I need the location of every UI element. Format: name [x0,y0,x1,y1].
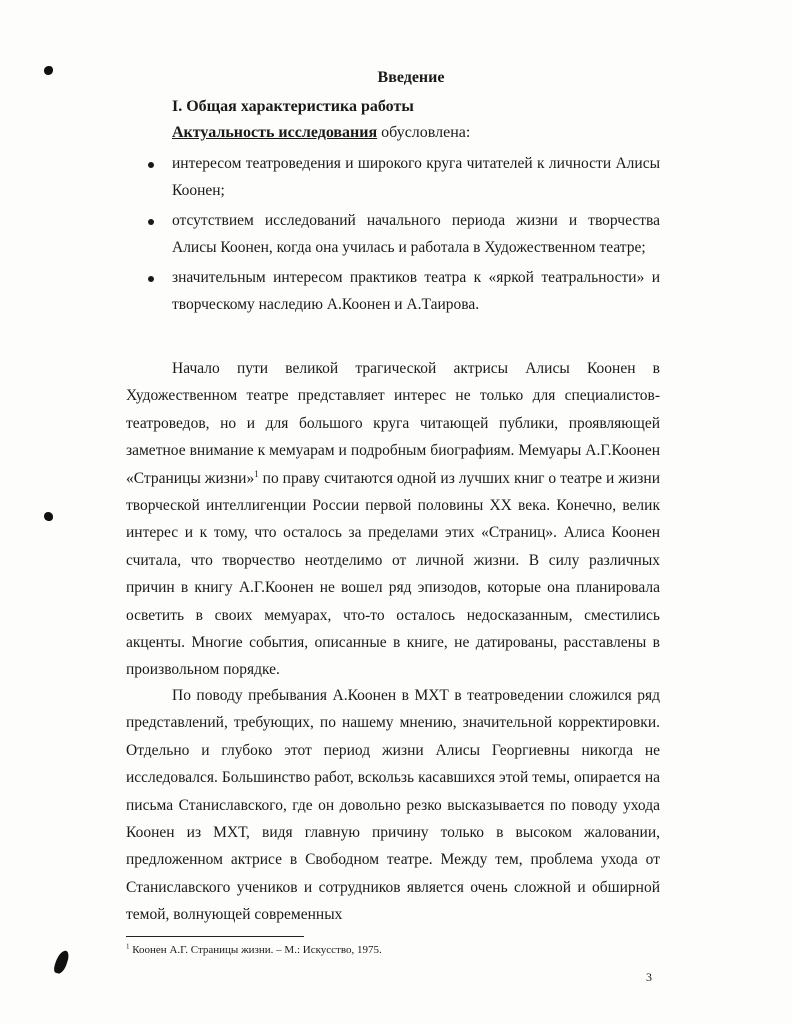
footnote-number: 1 [126,942,130,951]
paragraph-text: По поводу пребывания А.Коонен в МХТ в театроведении сложился ряд представлений, требующих, по нашему мнению, значительной корректировки. Отдельно и глубоко этот период жизни Алисы Георгиевны никогда не исследовался. Большинство работ, вскользь касавшихся этой темы, опирается на письма Станиславского, где он довольно резко высказывается по поводу ухода Коонен из МХТ, видя главную причину только в высоком жаловании, предложенном актрисе в Свободном театре. Между тем, проблема ухода от Станиславского учеников и сотрудников является очень сложной и обширной темой, волнующей современных [126,687,660,924]
footnote [126,943,382,957]
bullet-icon [148,219,154,225]
paragraph-text: Начало пути великой трагической актрисы Алисы Коонен в Художественном театре представляет интерес не только для специалистов-театроведов, но и для большого круга читающей публики, проявляющей заметное внимание к мемуарам и подробным биографиям. Мемуары А.Г.Коонен «Страницы жизни» [126,360,660,487]
relevance-rest: обусловлена: [377,124,471,141]
footnote-divider [126,936,304,937]
bullet-text: значительным интересом практиков театра к «яркой театральности» и творческому наследию А.Коонен и А.Таирова. [172,269,660,313]
bullet-text: интересом театроведения и широкого круга читателей к личности Алисы Коонен; [172,155,660,199]
bullet-item [146,207,660,261]
footnote-text: Коонен А.Г. Страницы жизни. – М.: Искусство, 1975. [129,944,382,956]
page-number: 3 [646,970,652,984]
bullet-item [146,150,660,204]
bullet-icon [148,162,154,168]
relevance-line [172,123,470,143]
scan-speck [44,512,53,521]
paragraph-text: по праву считаются одной из лучших книг о театре и жизни творческой интеллигенции России первой половины XX века. Конечно, велик интерес и к тому, что осталось за пределами этих «Страниц». Алиса Коонен считала, что творчество неотделимо от личной жизни. В силу различных причин в книгу А.Г.Коонен не вошел ряд эпизодов, которые она планировала осветить в своих мемуарах, что-то осталось недосказанным, сместились акценты. Многие события, описанные в книге, не датированы, расставлены в произвольном порядке. [126,469,660,679]
bullet-text: отсутствием исследований начального периода жизни и творчества Алисы Коонен, когда она училась и работала в Художественном театре; [172,212,660,256]
bullet-list [146,150,660,321]
relevance-lead: Актуальность исследования [172,124,378,141]
paragraph [126,682,660,929]
section-heading: I. Общая характеристика работы [172,98,414,115]
footnote-reference: 1 [254,468,259,479]
page-title: Введение [377,69,445,86]
bullet-icon [148,276,154,282]
scan-speck [53,949,71,975]
paragraph [126,355,660,684]
bullet-item [146,264,660,318]
